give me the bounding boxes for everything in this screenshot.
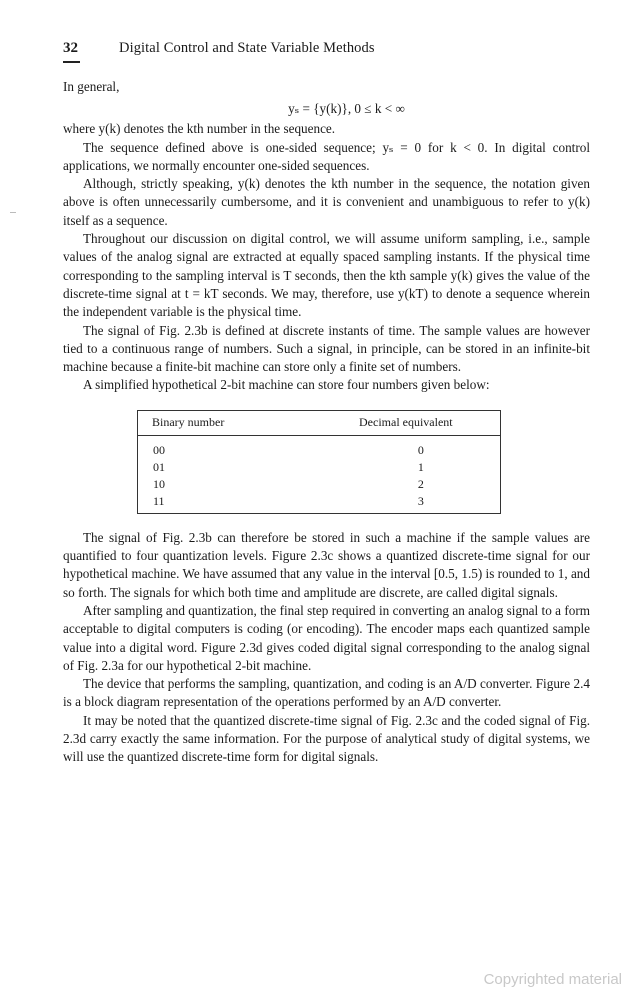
- binary-cell: 00: [138, 435, 312, 459]
- table-header-decimal: Decimal equivalent: [312, 410, 501, 435]
- margin-mark: [10, 212, 16, 213]
- paragraph: The sequence defined above is one-sided sequence; yₛ = 0 for k < 0. In digital control applications, we normally encounter one-sided sequences.: [63, 139, 590, 173]
- binary-cell: 11: [138, 493, 312, 514]
- page-header: [63, 36, 590, 60]
- paragraph: It may be noted that the quantized discrete-time signal of Fig. 2.3c and the coded signal of Fig. 2.3d carry exactly the same information. For the purpose of analytical study of digital systems, we will use the quantized discrete-time form for digital signals.: [63, 712, 590, 765]
- decimal-cell: 3: [312, 493, 501, 514]
- page-number: 32: [63, 40, 78, 56]
- paragraph: Although, strictly speaking, y(k) denotes the kth number in the sequence, the notation given above is often unnecessarily cumbersome, and it is convenient and unambiguous to refer to y(k) itself as a sequence.: [63, 176, 590, 228]
- binary-cell: 10: [138, 476, 312, 493]
- table-header-binary: Binary number: [138, 410, 312, 435]
- table-row: [138, 493, 501, 514]
- page-body: [63, 78, 590, 767]
- table-row: [138, 459, 501, 476]
- table-row: [138, 435, 501, 459]
- copyright-watermark: Copyrighted material: [483, 971, 622, 988]
- decimal-cell: 1: [312, 459, 501, 476]
- paragraph: The signal of Fig. 2.3b is defined at discrete instants of time. The sample values are however tied to a continuous range of numbers. Such a signal, in principle, can be stored in an infinite-bit machine because a finite-bit machine can store only a finite set of numbers.: [63, 322, 590, 375]
- paragraph: Throughout our discussion on digital control, we will assume uniform sampling, i.e., sample values of the analog signal are extracted at equally spaced sampling instants. If the physical time corresponding to the sampling interval is T seconds, then the kth sample y(k) gives the value of the discrete-time signal at t = kT seconds. We may, therefore, use y(kT) to denote a sequence wherein the independent variable is the physical time.: [63, 231, 590, 320]
- decimal-cell: 0: [312, 435, 501, 459]
- paragraph: A simplified hypothetical 2-bit machine can store four numbers given below:: [83, 377, 490, 393]
- paragraph: where y(k) denotes the kth number in the sequence.: [63, 121, 336, 137]
- paragraph: After sampling and quantization, the final step required in converting an analog signal to a form acceptable to digital computers is coding (or encoding). The encoder maps each quantized sample value into a digital word. Figure 2.3d gives coded digital signal corresponding to the analog signal of Fig. 2.3a for our hypothetical 2-bit machine.: [63, 602, 590, 673]
- book-page: [63, 36, 590, 765]
- table-row: [138, 476, 501, 493]
- binary-cell: 01: [138, 459, 312, 476]
- page-number-underline: [63, 61, 80, 63]
- decimal-cell: 2: [312, 476, 501, 493]
- sequence-formula: yₛ = {y(k)}, 0 ≤ k < ∞: [288, 101, 405, 117]
- paragraph: In general,: [63, 79, 120, 94]
- paragraph: The signal of Fig. 2.3b can therefore be stored in such a machine if the sample values are quantified to four quantization levels. Figure 2.3c shows a quantized discrete-time signal for our hypothetical machine. We have assumed that any value in the interval [0.5, 1.5) is rounded to 1, and so forth. The signals for which both time and amplitude are discrete, are called digital signals.: [63, 529, 590, 600]
- binary-decimal-table: [137, 410, 501, 514]
- paragraph: The device that performs the sampling, quantization, and coding is an A/D converter. Figure 2.4 is a block diagram representation of the operations performed by an A/D converter.: [63, 676, 590, 710]
- running-title: Digital Control and State Variable Methods: [119, 40, 375, 56]
